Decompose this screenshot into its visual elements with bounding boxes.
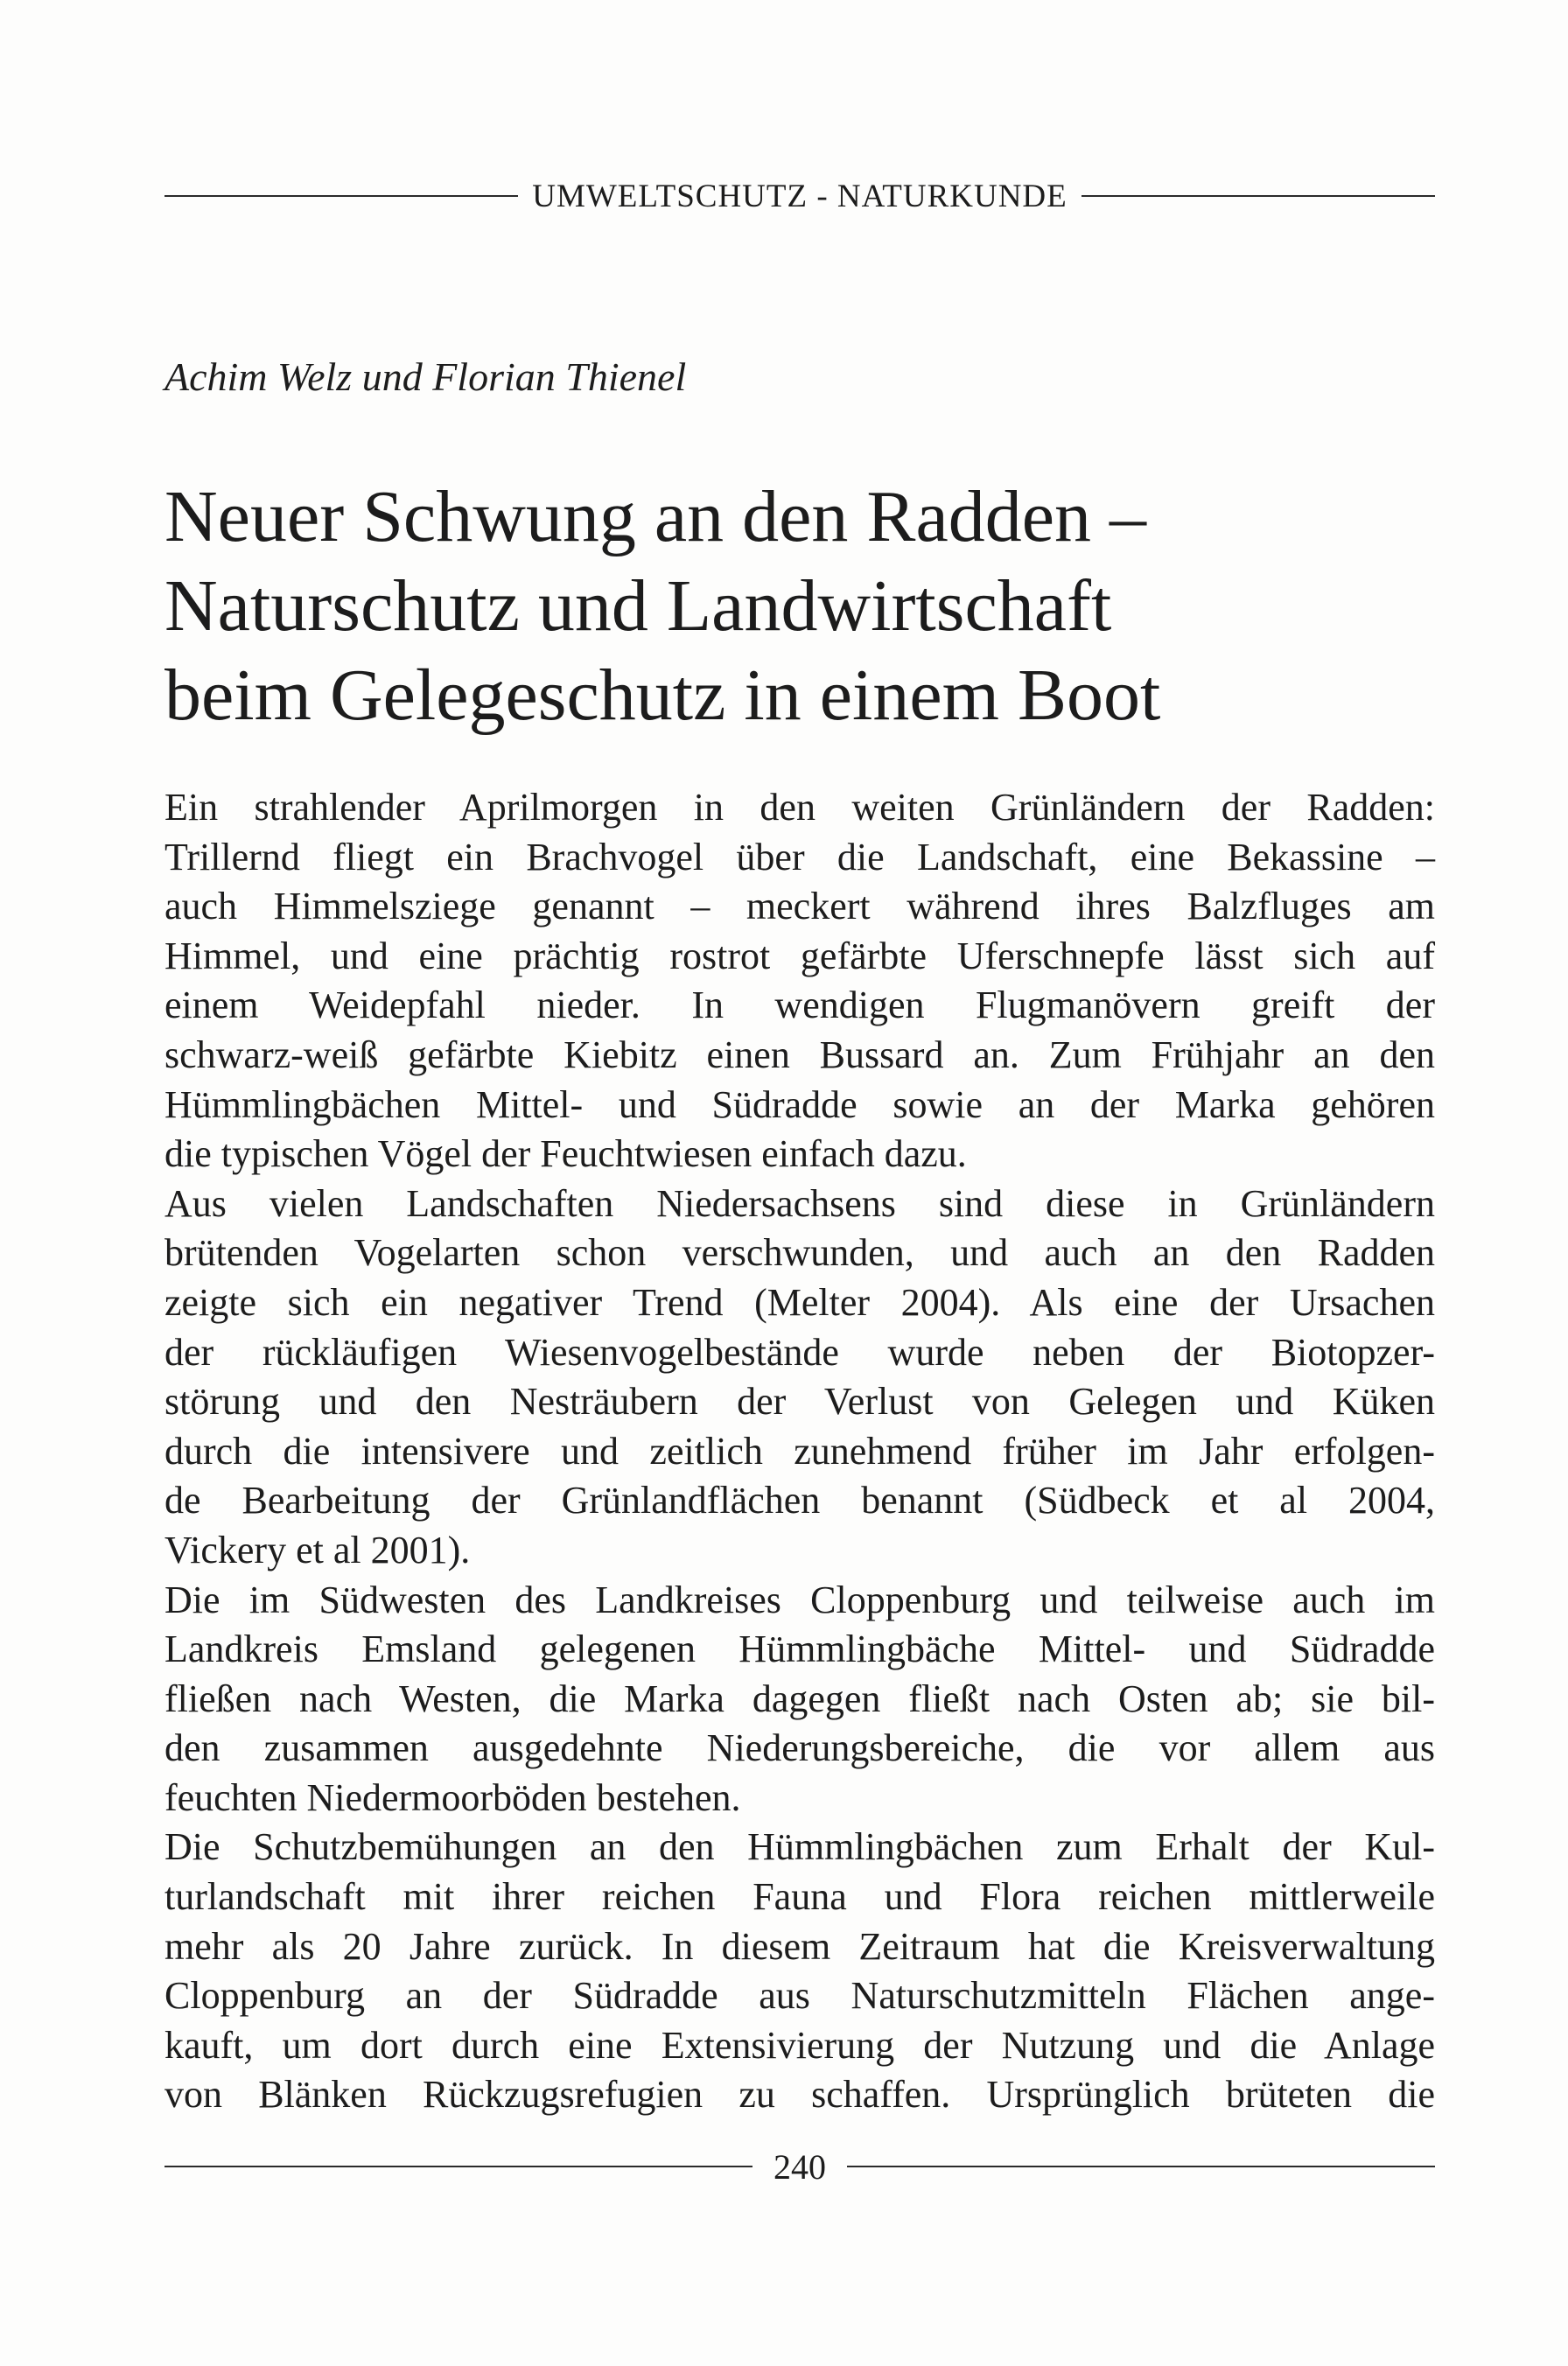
body-line: de Bearbeitung der Grünlandflächen benannt (Südbeck et al 2004, [164, 1479, 1435, 1522]
header-rule-right [1082, 195, 1435, 197]
body-line: von Blänken Rückzugsrefugien zu schaffen. Ursprünglich brüteten die [164, 2073, 1435, 2117]
title-line: Neuer Schwung an den Radden – [164, 476, 1147, 557]
section-title: UMWELTSCHUTZ - NATURKUNDE [532, 178, 1068, 214]
body-line: Die Schutzbemühungen an den Hümmlingbächen zum Erhalt der Kul- [164, 1825, 1435, 1869]
article-body [164, 783, 1435, 2120]
body-line: schwarz-weiß gefärbte Kiebitz einen Bussard an. Zum Frühjahr an den [164, 1032, 1435, 1076]
body-line: Hümmlingbächen Mittel- und Südradde sowie an der Marka gehören [164, 1082, 1435, 1126]
body-line: einem Weidepfahl nieder. In wendigen Flugmanövern greift der [164, 984, 1435, 1027]
body-line: Cloppenburg an der Südradde aus Naturschutzmitteln Flächen ange- [164, 1974, 1435, 2018]
body-line: Himmel, und eine prächtig rostrot gefärbte Uferschnepfe lässt sich auf [164, 934, 1435, 977]
body-line: der rückläufigen Wiesenvogelbestände wurde neben der Biotopzer- [164, 1330, 1435, 1374]
authors: Achim Welz und Florian Thienel [164, 354, 687, 399]
body-line: Vickery et al 2001). [164, 1528, 471, 1572]
running-header [164, 172, 1435, 220]
body-line: mehr als 20 Jahre zurück. In diesem Zeitraum hat die Kreisverwaltung [164, 1924, 1435, 1968]
page-number: 240 [774, 2146, 826, 2187]
footer-rule-left [164, 2166, 752, 2167]
article-title [164, 472, 1442, 740]
body-line: den zusammen ausgedehnte Niederungsbereiche, die vor allem aus [164, 1726, 1435, 1770]
body-line: feuchten Niedermoorböden bestehen. [164, 1775, 741, 1819]
title-line: Naturschutz und Landwirtschaft [164, 565, 1112, 647]
body-line: Aus vielen Landschaften Niedersachsens sind diese in Grünländern [164, 1181, 1435, 1225]
body-line: kauft, um dort durch eine Extensivierung der Nutzung und die Anlage [164, 2023, 1435, 2067]
body-line: turlandschaft mit ihrer reichen Fauna und Flora reichen mittlerweile [164, 1875, 1435, 1919]
body-line: fließen nach Westen, die Marka dagegen fließt nach Osten ab; sie bil- [164, 1676, 1435, 1720]
body-line: brütenden Vogelarten schon verschwunden, und auch an den Radden [164, 1231, 1435, 1275]
footer-rule-right [847, 2166, 1435, 2167]
body-line: durch die intensivere und zeitlich zunehmend früher im Jahr erfolgen- [164, 1429, 1435, 1473]
body-line: zeigte sich ein negativer Trend (Melter 2004). Als eine der Ursachen [164, 1280, 1435, 1324]
page-footer [164, 2140, 1435, 2193]
body-line: Die im Südwesten des Landkreises Cloppenburg und teilweise auch im [164, 1578, 1435, 1621]
header-rule-left [164, 195, 518, 197]
body-line: Landkreis Emsland gelegenen Hümmlingbäche Mittel- und Südradde [164, 1628, 1435, 1671]
body-line: Trillernd fliegt ein Brachvogel über die Landschaft, eine Bekassine – [164, 835, 1435, 878]
body-line: Ein strahlender Aprilmorgen in den weiten Grünländern der Radden: [164, 786, 1435, 829]
body-line: die typischen Vögel der Feuchtwiesen einfach dazu. [164, 1132, 967, 1176]
body-line: auch Himmelsziege genannt – meckert während ihres Balzfluges am [164, 885, 1435, 928]
body-line: störung und den Nesträubern der Verlust von Gelegen und Küken [164, 1380, 1435, 1424]
title-line: beim Gelegeschutz in einem Boot [164, 654, 1161, 736]
